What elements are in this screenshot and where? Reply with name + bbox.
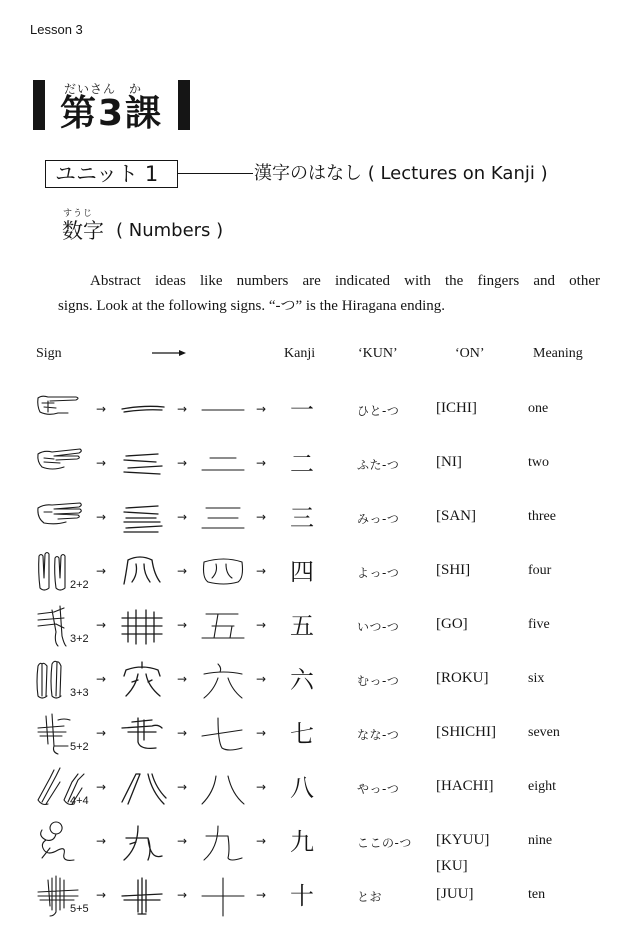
stage-2-drawing (118, 874, 168, 920)
meaning-cell: one (528, 401, 549, 416)
arrow-icon: → (177, 672, 188, 686)
kun-reading: ひと-つ (357, 404, 400, 418)
arrow-icon: → (177, 564, 188, 578)
arrow-icon: → (177, 888, 188, 902)
header-meaning: Meaning (533, 346, 583, 361)
section-subtitle: ( Numbers ) (116, 220, 224, 241)
table-row (0, 820, 638, 874)
kun-reading: いつ-つ (357, 620, 400, 634)
stage-2-drawing (118, 766, 168, 812)
kanji-cell: 七 (290, 720, 314, 748)
meaning-cell: three (528, 509, 556, 524)
table-row (0, 766, 638, 812)
stage-3-drawing (198, 820, 248, 866)
meaning-cell: seven (528, 725, 560, 740)
on-reading: [ROKU] (436, 670, 489, 686)
table-row (0, 712, 638, 758)
on-reading: [GO] (436, 616, 468, 632)
stage-2-drawing (118, 712, 168, 758)
stage-2-drawing (118, 604, 168, 650)
stage-2-drawing (118, 388, 168, 434)
kanji-cell: 十 (290, 882, 314, 910)
meaning-cell: eight (528, 779, 556, 794)
arrow-icon: → (96, 456, 107, 470)
sign-note: 2+2 (70, 579, 89, 591)
on-reading-alt: [KU] (436, 858, 468, 874)
sign-note: 3+2 (70, 633, 89, 645)
stage-2-drawing (118, 658, 168, 704)
kun-reading: ここの-つ (357, 836, 412, 850)
unit-box (45, 160, 178, 188)
arrow-icon: → (177, 510, 188, 524)
kanji-cell: 一 (290, 396, 314, 424)
arrow-icon: → (96, 564, 107, 578)
kanji-cell: 三 (290, 504, 314, 532)
on-reading: [ICHI] (436, 400, 477, 416)
header-kun: ‘KUN’ (358, 346, 398, 361)
arrow-icon: → (256, 888, 267, 902)
arrow-icon: → (96, 726, 107, 740)
kanji-cell: 四 (290, 558, 314, 586)
arrow-icon: → (96, 510, 107, 524)
stage-3-drawing (198, 712, 248, 758)
hand-sign-drawing (34, 494, 94, 540)
arrow-icon: → (96, 402, 107, 416)
header-sign: Sign (36, 346, 62, 361)
intro-paragraph-line-1: Abstract ideas like numbers are indicated with the fingers and other (90, 273, 600, 289)
stage-3-drawing (198, 388, 248, 434)
arrow-icon: → (256, 672, 267, 686)
intro-paragraph-line-2: signs. Look at the following signs. “-つ” is the Hiragana ending. (58, 298, 446, 314)
meaning-cell: two (528, 455, 549, 470)
heading-bar-left (33, 80, 45, 130)
table-row (0, 658, 638, 704)
stage-3-drawing (198, 874, 248, 920)
arrow-icon: → (96, 888, 107, 902)
meaning-cell: six (528, 671, 545, 686)
heading-bar-right (178, 80, 190, 130)
header-kanji: Kanji (284, 346, 316, 361)
kun-reading: なな-つ (357, 728, 400, 742)
header-arrow-icon (150, 348, 188, 358)
sign-note: 5+2 (70, 741, 89, 753)
lesson-title-furigana: だいさん か (64, 82, 143, 96)
table-row (0, 604, 638, 650)
arrow-icon: → (256, 618, 267, 632)
lesson-title: 第3課 (60, 93, 164, 134)
lesson-label: Lesson 3 (30, 22, 83, 37)
header-on: ‘ON’ (455, 346, 485, 361)
table-row (0, 874, 638, 920)
table-row (0, 496, 638, 542)
arrow-icon: → (177, 618, 188, 632)
stage-2-drawing (118, 550, 168, 596)
sign-note: 3+3 (70, 687, 89, 699)
table-row (0, 442, 638, 488)
arrow-icon: → (177, 402, 188, 416)
stage-3-drawing (198, 442, 248, 488)
arrow-icon: → (177, 726, 188, 740)
kun-reading: ふた-つ (357, 458, 400, 472)
hand-sign-drawing (34, 818, 94, 864)
stage-3-drawing (198, 766, 248, 812)
arrow-icon: → (177, 456, 188, 470)
arrow-icon: → (256, 456, 267, 470)
meaning-cell: nine (528, 833, 553, 848)
stage-3-drawing (198, 550, 248, 596)
meaning-cell: five (528, 617, 550, 632)
arrow-icon: → (256, 726, 267, 740)
arrow-icon: → (256, 780, 267, 794)
on-reading: [NI] (436, 454, 462, 470)
arrow-icon: → (256, 564, 267, 578)
table-row (0, 550, 638, 596)
sign-note: 5+5 (70, 903, 89, 915)
table-row (0, 388, 638, 434)
kanji-cell: 九 (290, 828, 314, 856)
kun-reading: とお (357, 890, 383, 904)
unit-title: 漢字のはなし ( Lectures on Kanji ) (254, 163, 548, 184)
arrow-icon: → (96, 618, 107, 632)
section-title: 数字 (62, 219, 104, 243)
kanji-cell: 八 (290, 774, 314, 802)
on-reading: [JUU] (436, 886, 474, 902)
stage-2-drawing (118, 442, 168, 488)
kun-reading: みっ-つ (357, 512, 400, 526)
meaning-cell: ten (528, 887, 546, 902)
arrow-icon: → (177, 834, 188, 848)
on-reading: [SHI] (436, 562, 471, 578)
arrow-icon: → (96, 834, 107, 848)
on-reading: [HACHI] (436, 778, 494, 794)
stage-2-drawing (118, 820, 168, 866)
kanji-cell: 六 (290, 666, 314, 694)
kun-reading: よっ-つ (357, 566, 400, 580)
kanji-cell: 二 (290, 450, 314, 478)
hand-sign-drawing (34, 386, 94, 432)
stage-2-drawing (118, 496, 168, 542)
unit-label: ユニット 1 (55, 162, 159, 186)
stage-3-drawing (198, 658, 248, 704)
on-reading: [SAN] (436, 508, 476, 524)
arrow-icon: → (177, 780, 188, 794)
arrow-icon: → (256, 510, 267, 524)
arrow-icon: → (256, 834, 267, 848)
arrow-icon: → (256, 402, 267, 416)
kun-reading: やっ-つ (357, 782, 400, 796)
kun-reading: むっ-つ (357, 674, 400, 688)
sign-note: 4+4 (70, 795, 89, 807)
meaning-cell: four (528, 563, 552, 578)
stage-3-drawing (198, 604, 248, 650)
hand-sign-drawing (34, 440, 94, 486)
arrow-icon: → (96, 780, 107, 794)
on-reading: [SHICHI] (436, 724, 496, 740)
unit-connector-line (178, 173, 253, 174)
kanji-cell: 五 (290, 612, 314, 640)
on-reading: [KYUU] (436, 832, 490, 848)
section-furigana: すうじ (63, 209, 94, 219)
arrow-icon: → (96, 672, 107, 686)
stage-3-drawing (198, 496, 248, 542)
